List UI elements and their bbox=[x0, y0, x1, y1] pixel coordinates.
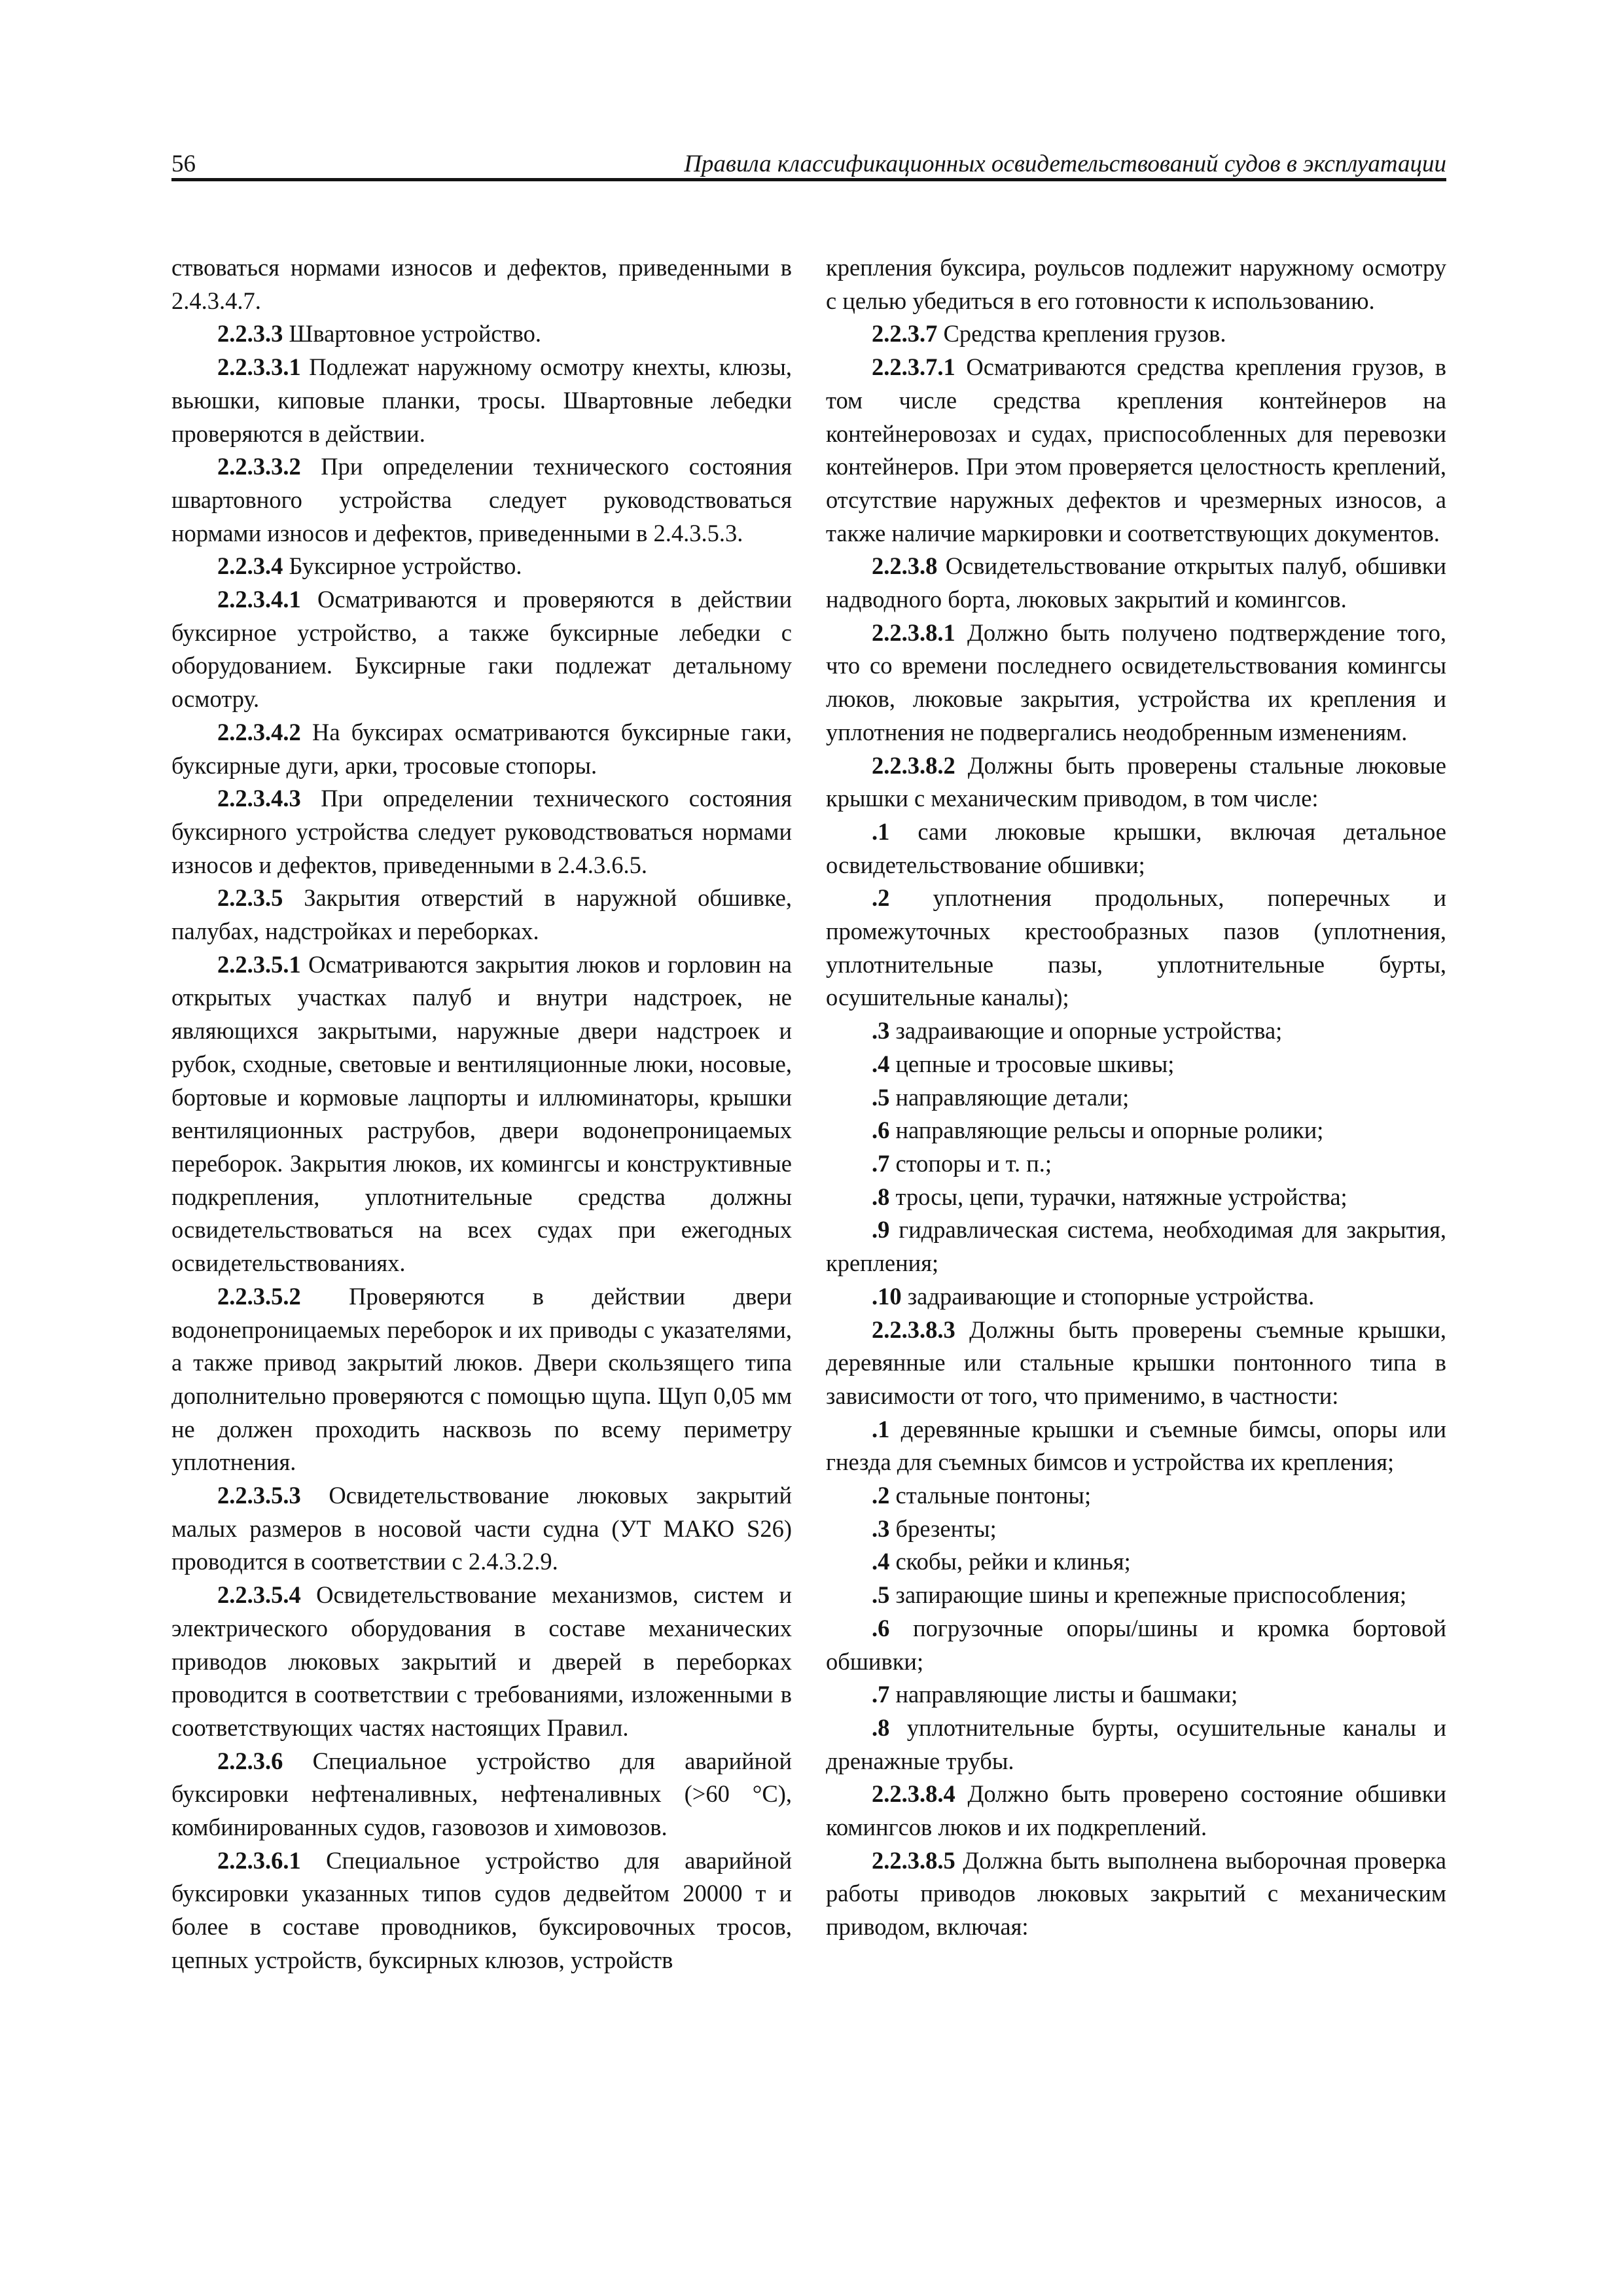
paragraph bbox=[826, 1314, 1446, 1413]
paragraph bbox=[826, 1048, 1446, 1081]
clause-number: 2.2.3.3.1 bbox=[217, 353, 301, 381]
clause-number: .3 bbox=[872, 1515, 890, 1542]
paragraph bbox=[826, 351, 1446, 550]
paragraph bbox=[171, 882, 792, 948]
paragraph bbox=[826, 1181, 1446, 1214]
paragraph bbox=[826, 1678, 1446, 1712]
paragraph bbox=[171, 251, 792, 317]
clause-number: 2.2.3.8.4 bbox=[872, 1780, 955, 1808]
clause-number: 2.2.3.6 bbox=[217, 1747, 283, 1774]
paragraph bbox=[171, 1579, 792, 1745]
paragraph bbox=[826, 1778, 1446, 1844]
clause-number: 2.2.3.4.2 bbox=[217, 718, 301, 745]
clause-text: цепные и тросовые шкивы; bbox=[889, 1050, 1175, 1077]
clause-text: Освидетельствование открытых палуб, обшивки надводного борта, люковых закрытий и комингсов. bbox=[826, 552, 1446, 613]
clause-number: 2.2.3.4.1 bbox=[217, 586, 301, 613]
clause-text: Подлежат наружному осмотру кнехты, клюзы, вьюшки, киповые планки, тросы. Швартовные лебедки проверяются в действии. bbox=[171, 353, 792, 447]
clause-text: уплотнительные бурты, осушительные каналы и дренажные трубы. bbox=[826, 1713, 1446, 1774]
clause-text: При определении технического состояния буксирного устройства следует руководствоваться нормами износов и дефектов, приведенными в 2.4.3.6.5. bbox=[171, 785, 792, 878]
clause-text: Специальное устройство для аварийной буксировки нефтеналивных, нефтеналивных (>60 °C), комбинированных судов, газовозов и химовозов. bbox=[171, 1747, 792, 1841]
paragraph bbox=[171, 1844, 792, 1977]
paragraph bbox=[826, 251, 1446, 317]
clause-number: .1 bbox=[872, 1415, 890, 1443]
clause-text: стальные понтоны; bbox=[889, 1482, 1092, 1509]
clause-number: .6 bbox=[872, 1117, 890, 1144]
clause-text: Осматриваются средства крепления грузов, в том числе средства крепления контейнеров на контейнеровозах и судах, приспособленных для перевозки контейнеров. При этом проверяется целостность креплений, отсутствие наружных дефектов и чрезмерных износов, а также наличие маркировки и соответствующих документов. bbox=[826, 353, 1446, 547]
paragraph bbox=[826, 1579, 1446, 1612]
clause-text: Осматриваются и проверяются в действии буксирное устройство, а также буксирные лебедки с оборудованием. Буксирные гаки подлежат детальному осмотру. bbox=[171, 586, 792, 713]
clause-number: .7 bbox=[872, 1681, 890, 1708]
clause-text: брезенты; bbox=[889, 1515, 997, 1542]
clause-number: 2.2.3.3 bbox=[217, 320, 283, 348]
clause-text: погрузочные опоры/шины и кромка бортовой обшивки; bbox=[826, 1614, 1446, 1675]
paragraph bbox=[826, 1612, 1446, 1678]
clause-text: Специальное устройство для аварийной буксировки указанных типов судов дедвейтом 20000 т и более в составе проводников, буксировочных тросов, цепных устройств, буксирных клюзов, устройств bbox=[171, 1846, 792, 1973]
clause-number: 2.2.3.5.4 bbox=[217, 1581, 301, 1609]
paragraph bbox=[171, 1280, 792, 1479]
paragraph bbox=[171, 1479, 792, 1579]
right-column bbox=[826, 251, 1446, 1944]
paragraph bbox=[826, 1413, 1446, 1479]
clause-number: 2.2.3.5 bbox=[217, 884, 283, 912]
clause-number: 2.2.3.8.5 bbox=[872, 1846, 955, 1874]
clause-text: тросы, цепи, турачки, натяжные устройства; bbox=[889, 1183, 1347, 1210]
clause-number: 2.2.3.4.3 bbox=[217, 785, 301, 812]
paragraph bbox=[826, 1147, 1446, 1181]
paragraph bbox=[826, 1545, 1446, 1579]
clause-number: 2.2.3.6.1 bbox=[217, 1846, 301, 1874]
clause-number: 2.2.3.8 bbox=[872, 552, 938, 580]
page-number: 56 bbox=[171, 151, 196, 177]
paragraph bbox=[826, 749, 1446, 816]
clause-text: направляющие рельсы и опорные ролики; bbox=[889, 1117, 1324, 1144]
clause-number: .4 bbox=[872, 1548, 890, 1575]
clause-number: 2.2.3.8.3 bbox=[872, 1316, 955, 1343]
clause-number: 2.2.3.5.3 bbox=[217, 1482, 301, 1509]
paragraph bbox=[171, 583, 792, 716]
paragraph bbox=[171, 450, 792, 550]
left-column bbox=[171, 251, 792, 1977]
paragraph bbox=[826, 882, 1446, 1014]
paragraph bbox=[826, 1280, 1446, 1314]
clause-number: .4 bbox=[872, 1050, 890, 1077]
header-rule bbox=[171, 178, 1446, 181]
clause-text: При определении технического состояния швартовного устройства следует руководствоваться нормами износов и дефектов, приведенными в 2.4.3.5.3. bbox=[171, 453, 792, 547]
clause-text: направляющие листы и башмаки; bbox=[889, 1681, 1238, 1708]
clause-text: уплотнения продольных, поперечных и промежуточных крестообразных пазов (уплотнения, уплотнительные пазы, уплотнительные бурты, осушительные каналы); bbox=[826, 884, 1446, 1011]
paragraph bbox=[171, 550, 792, 583]
running-header bbox=[171, 145, 1446, 179]
clause-number: 2.2.3.3.2 bbox=[217, 453, 301, 480]
clause-number: .8 bbox=[872, 1713, 890, 1741]
paragraph bbox=[171, 317, 792, 351]
clause-number: .9 bbox=[872, 1216, 890, 1244]
clause-text: На буксирах осматриваются буксирные гаки, буксирные дуги, арки, тросовые стопоры. bbox=[171, 718, 792, 779]
clause-number: .1 bbox=[872, 817, 890, 845]
clause-number: .8 bbox=[872, 1183, 890, 1210]
clause-text: гидравлическая система, необходимая для закрытия, крепления; bbox=[826, 1216, 1446, 1277]
paragraph bbox=[826, 1114, 1446, 1147]
clause-number: .2 bbox=[872, 1482, 890, 1509]
clause-number: .10 bbox=[872, 1282, 902, 1310]
clause-text: Швартовное устройство. bbox=[283, 320, 541, 348]
clause-text: Буксирное устройство. bbox=[283, 552, 522, 580]
clause-text: Должно быть получено подтверждение того, что со времени последнего освидетельствования комингсы люков, люковые закрытия, устройства их крепления и уплотнения не подвергались неодобренным изменениям. bbox=[826, 619, 1446, 745]
paragraph bbox=[171, 1745, 792, 1844]
clause-text: Освидетельствование люковых закрытий малых размеров в носовой части судна (УТ МАКО S26) проводится в соответствии с 2.4.3.2.9. bbox=[171, 1482, 792, 1575]
clause-number: .5 bbox=[872, 1581, 890, 1609]
paragraph bbox=[826, 550, 1446, 616]
clause-text: стопоры и т. п.; bbox=[889, 1149, 1052, 1177]
clause-text: Должны быть проверены стальные люковые крышки с механическим приводом, в том числе: bbox=[826, 751, 1446, 812]
clause-number: .3 bbox=[872, 1017, 890, 1045]
paragraph bbox=[826, 1014, 1446, 1048]
clause-number: 2.2.3.7 bbox=[872, 320, 938, 348]
paragraph bbox=[826, 816, 1446, 882]
clause-number: .5 bbox=[872, 1083, 890, 1111]
clause-text: задраивающие и опорные устройства; bbox=[889, 1017, 1283, 1045]
paragraph bbox=[171, 351, 792, 450]
paragraph bbox=[171, 782, 792, 882]
paragraph bbox=[826, 1479, 1446, 1513]
clause-number: .2 bbox=[872, 884, 890, 912]
clause-number: 2.2.3.8.2 bbox=[872, 751, 955, 779]
clause-number: 2.2.3.5.2 bbox=[217, 1282, 301, 1310]
clause-number: .6 bbox=[872, 1614, 890, 1641]
clause-text: Освидетельствование механизмов, систем и электрического оборудования в составе механических приводов люковых закрытий и дверей в переборках проводится в соответствии с требованиями, изложенными в соответствующих частях настоящих Правил. bbox=[171, 1581, 792, 1741]
clause-text: Проверяются в действии двери водонепроницаемых переборок и их приводы с указателями, а также привод закрытий люков. Двери скользящего типа дополнительно проверяются с помощью щупа. Щуп 0,05 мм не должен проходить насквозь по всему периметру уплотнения. bbox=[171, 1282, 792, 1476]
clause-text: Осматриваются закрытия люков и горловин на открытых участках палуб и внутри надстроек, не являющихся закрытыми, наружные двери надстроек и рубок, сходные, световые и вентиляционные люки, носовые, бортовые и кормовые лацпорты и иллюминаторы, крышки вентиляционных раструбов, двери водонепроницаемых переборок. Закрытия люков, их комингсы и конструктивные подкрепления, уплотнительные средства должны освидетельствоваться на всех судах при ежегодных освидетельствованиях. bbox=[171, 950, 792, 1277]
clause-text: Должна быть выполнена выборочная проверка работы приводов люковых закрытий с механическим приводом, включая: bbox=[826, 1846, 1446, 1941]
clause-text: Закрытия отверстий в наружной обшивке, палубах, надстройках и переборках. bbox=[171, 884, 792, 945]
clause-text: запирающие шины и крепежные приспособления; bbox=[889, 1581, 1407, 1609]
clause-number: 2.2.3.7.1 bbox=[872, 353, 955, 381]
paragraph bbox=[826, 317, 1446, 351]
clause-number: .7 bbox=[872, 1149, 890, 1177]
clause-number: 2.2.3.5.1 bbox=[217, 950, 301, 978]
clause-text: направляющие детали; bbox=[889, 1083, 1130, 1111]
paragraph bbox=[826, 1844, 1446, 1944]
paragraph bbox=[171, 948, 792, 1280]
clause-text: ствоваться нормами износов и дефектов, приведенными в 2.4.3.4.7. bbox=[171, 254, 792, 314]
clause-text: крепления буксира, роульсов подлежит наружному осмотру с целью убедиться в его готовности к использованию. bbox=[826, 254, 1446, 314]
paragraph bbox=[826, 1712, 1446, 1778]
paragraph bbox=[171, 716, 792, 782]
clause-text: Должно быть проверено состояние обшивки комингсов люков и их подкреплений. bbox=[826, 1780, 1446, 1841]
clause-text: Должны быть проверены съемные крышки, деревянные или стальные крышки понтонного типа в зависимости от того, что применимо, в частности: bbox=[826, 1316, 1446, 1409]
clause-text: Средства крепления грузов. bbox=[937, 320, 1226, 348]
paragraph bbox=[826, 1081, 1446, 1115]
running-title: Правила классификационных освидетельствований судов в эксплуатации bbox=[684, 151, 1446, 177]
paragraph bbox=[826, 1513, 1446, 1546]
clause-text: деревянные крышки и съемные бимсы, опоры или гнезда для съемных бимсов и устройства их крепления; bbox=[826, 1415, 1446, 1476]
paragraph bbox=[826, 1213, 1446, 1280]
clause-number: 2.2.3.8.1 bbox=[872, 619, 955, 646]
clause-text: задраивающие и стопорные устройства. bbox=[901, 1282, 1315, 1310]
clause-number: 2.2.3.4 bbox=[217, 552, 283, 580]
clause-text: скобы, рейки и клинья; bbox=[889, 1548, 1131, 1575]
paragraph bbox=[826, 617, 1446, 749]
clause-text: сами люковые крышки, включая детальное освидетельствование обшивки; bbox=[826, 817, 1446, 878]
